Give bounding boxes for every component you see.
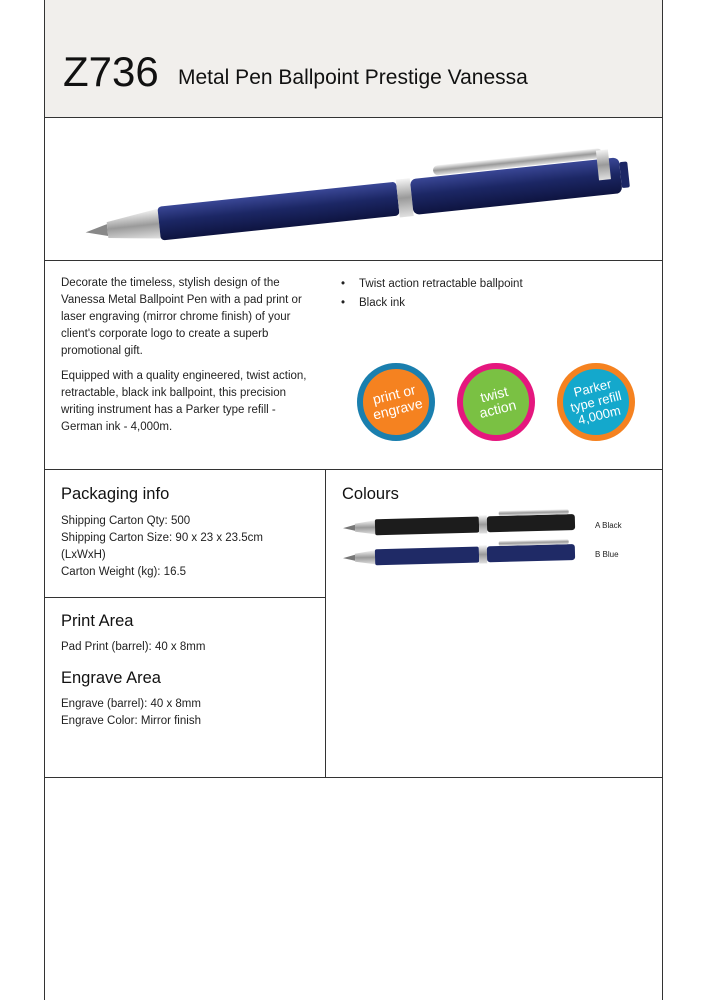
badge-print-or-engrave <box>357 363 435 441</box>
colours-heading: Colours <box>342 485 399 503</box>
pen-illustration <box>45 118 664 261</box>
engrave-line: Engrave (barrel): 40 x 8mm <box>61 698 201 710</box>
feature-item: • Black ink <box>341 294 523 313</box>
product-image <box>45 118 662 261</box>
description-paragraph: Equipped with a quality engineered, twist action, retractable, black ink ballpoint, this precision writing instrument has a Parker type refill - German ink - 4,000m. <box>61 370 307 433</box>
pen-black <box>343 509 575 537</box>
section-divider <box>45 597 326 598</box>
packaging-line: Shipping Carton Size: 90 x 23 x 23.5cm <box>61 532 264 544</box>
description-paragraph: Decorate the timeless, stylish design of the Vanessa Metal Ballpoint Pen with a pad print or laser engraving (mirror chrome finish) of your client's corporate logo to create a superb promotional gift. <box>61 277 302 357</box>
product-code: Z736 <box>63 48 159 95</box>
feature-item: • Twist action retractable ballpoint <box>341 275 523 294</box>
colour-label-black: A Black <box>595 521 622 530</box>
print-area-heading: Print Area <box>61 612 134 630</box>
packaging-info <box>61 513 263 581</box>
badge-parker-refill <box>557 363 635 441</box>
engrave-area-heading: Engrave Area <box>61 669 161 687</box>
colour-swatches <box>341 508 581 566</box>
product-title: Metal Pen Ballpoint Prestige Vanessa <box>178 66 528 89</box>
colour-label-blue: B Blue <box>595 550 619 559</box>
badge-text: print or engrave <box>370 381 425 423</box>
packaging-line: Carton Weight (kg): 16.5 <box>61 566 187 578</box>
engrave-line: Engrave Color: Mirror finish <box>61 715 201 727</box>
section-divider <box>45 777 662 778</box>
badge-text: twist action <box>477 383 518 422</box>
badge-text: Parker type refill 4,000m <box>568 376 623 428</box>
column-divider <box>325 470 326 778</box>
feature-list <box>341 275 523 313</box>
print-area-line: Pad Print (barrel): 40 x 8mm <box>61 641 206 653</box>
packaging-line: Shipping Carton Qty: 500 <box>61 515 191 527</box>
page-frame <box>44 0 663 1000</box>
engrave-area-info <box>61 696 201 730</box>
description-text <box>61 275 311 444</box>
badge-twist-action <box>457 363 535 441</box>
packaging-heading: Packaging info <box>61 485 170 503</box>
description-section <box>45 261 662 470</box>
pen-blue <box>343 539 575 566</box>
header <box>45 0 662 118</box>
packaging-line: (LxWxH) <box>61 549 106 561</box>
